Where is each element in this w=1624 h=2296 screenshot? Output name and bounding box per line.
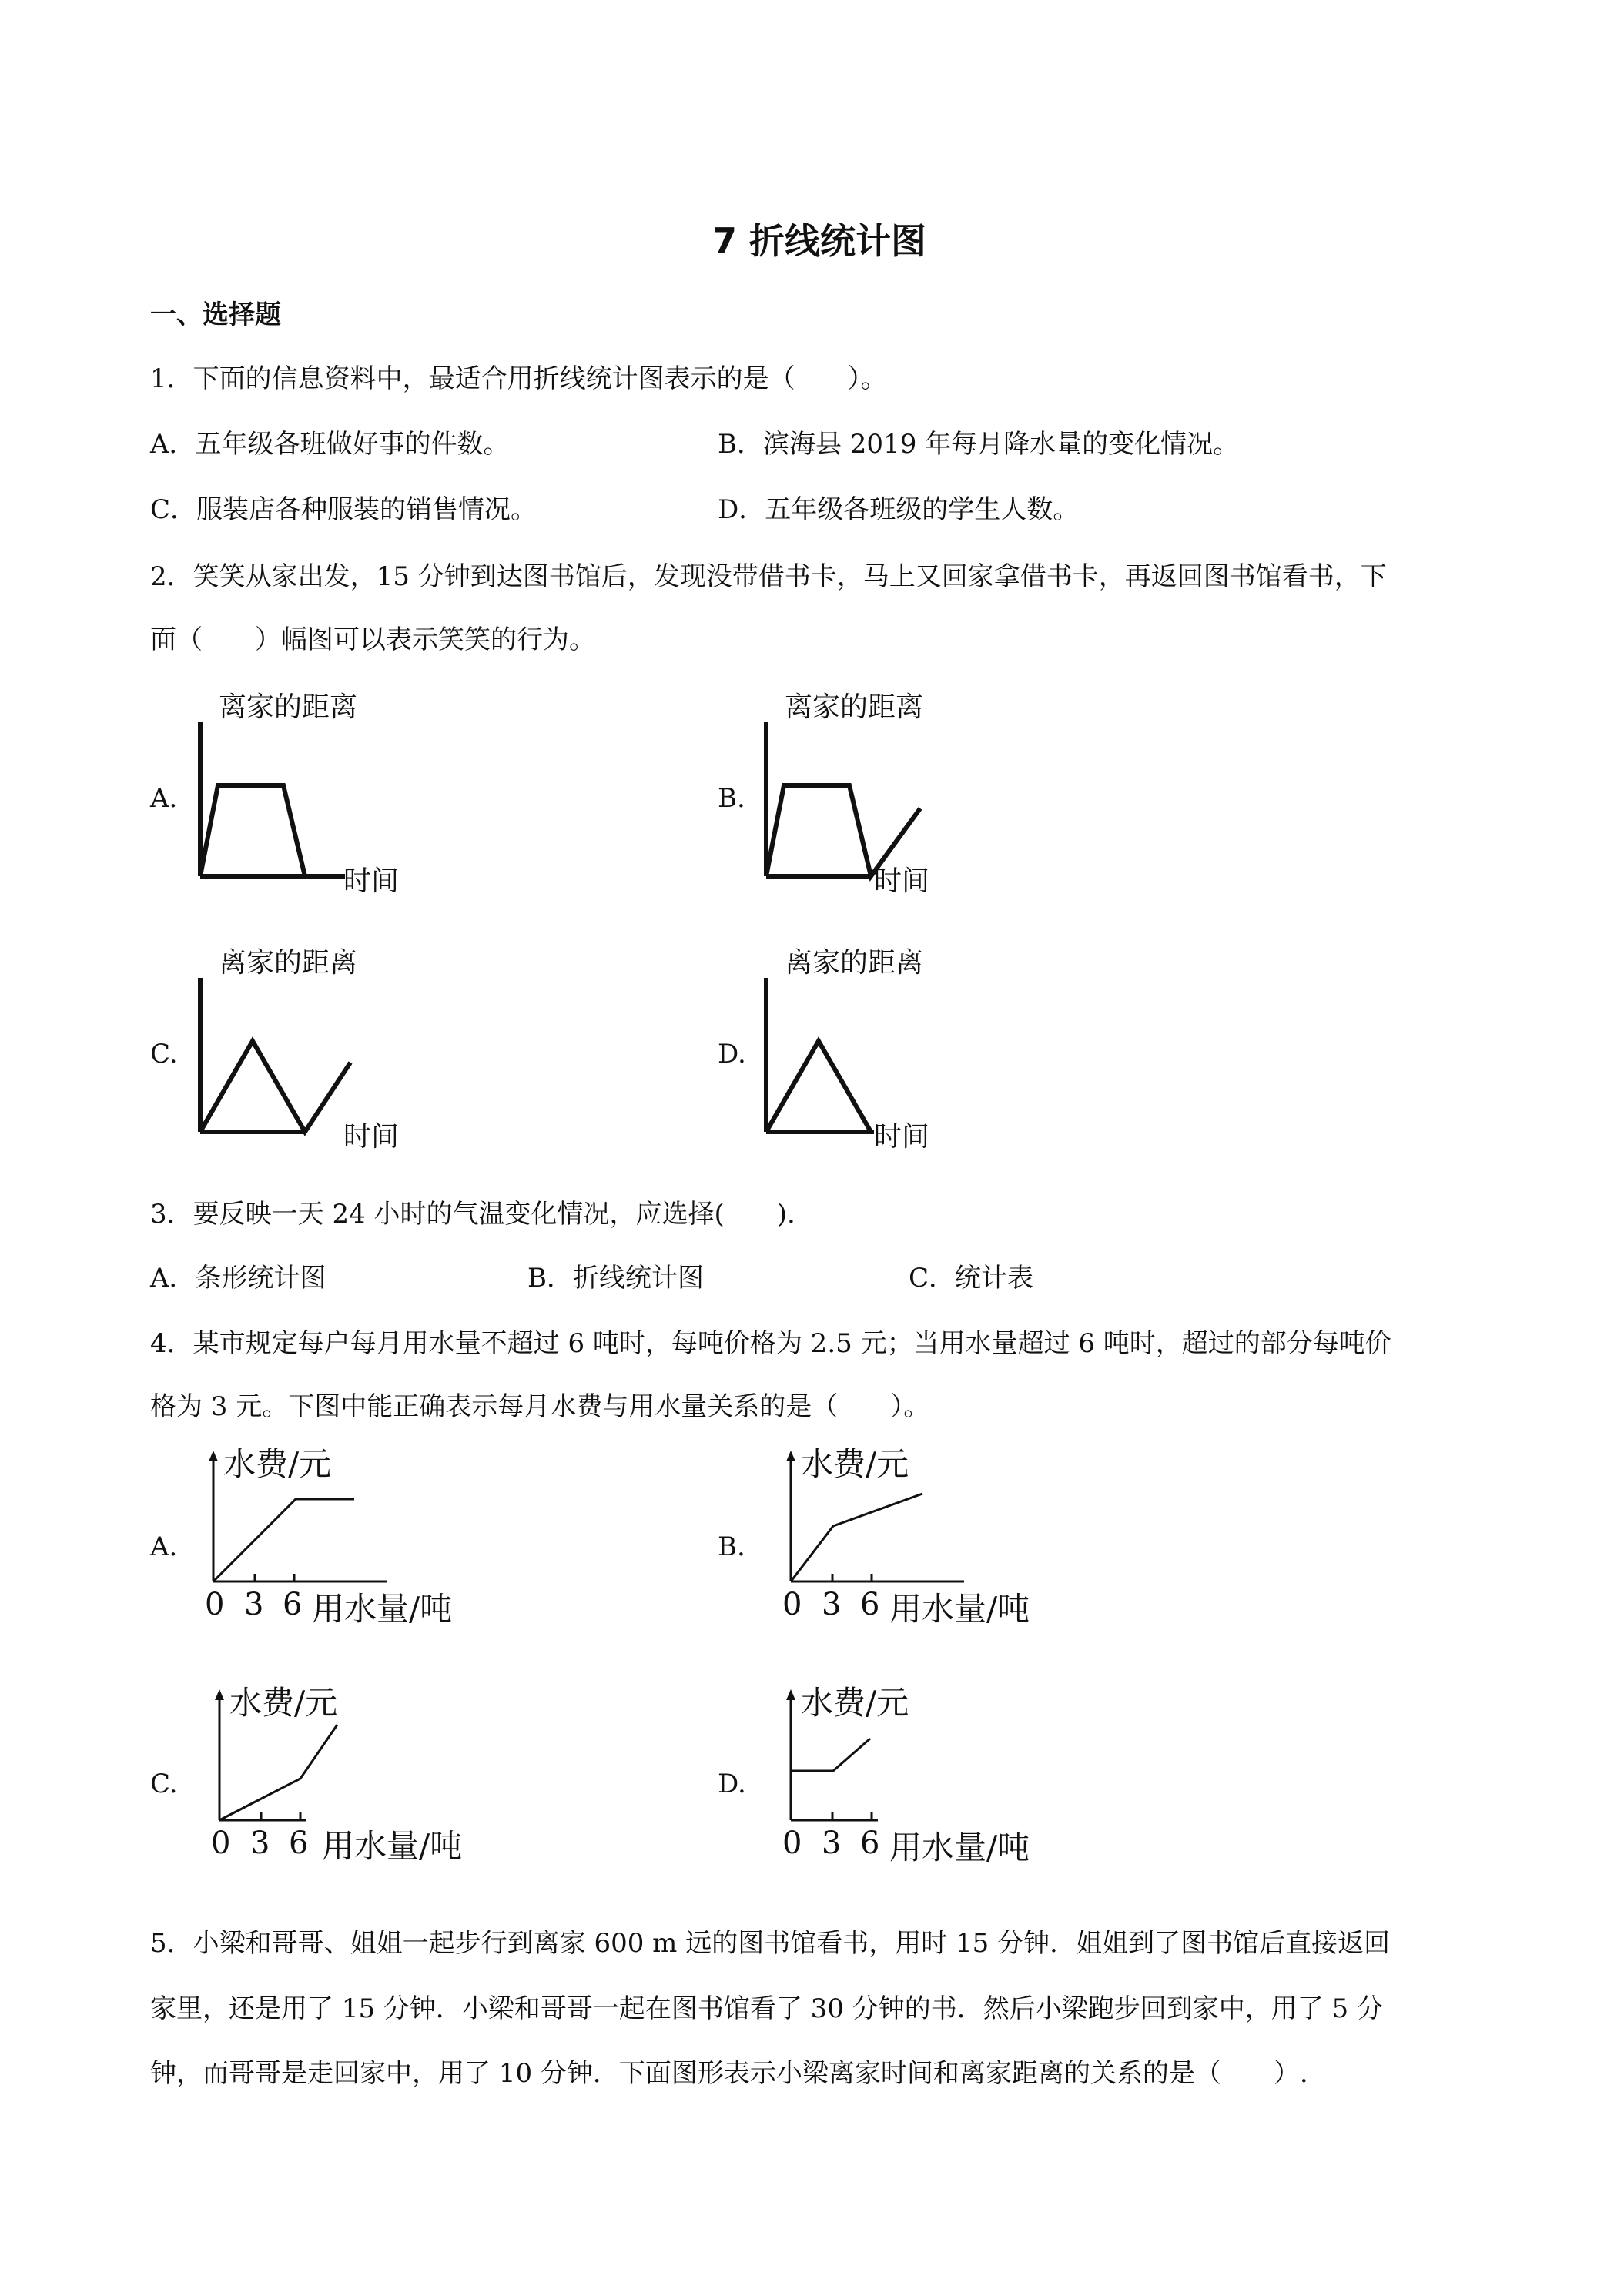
y-axis-label: 水费/元: [229, 1684, 338, 1722]
question-4-graph-c[interactable]: [199, 1680, 491, 1873]
x-axis-label: 用水量/吨: [322, 1827, 463, 1865]
question-4-option-d-label[interactable]: D.: [718, 1769, 746, 1799]
tick-label-0: 0: [782, 1826, 802, 1861]
tick-label-0: 0: [782, 1587, 802, 1622]
x-axis-label: 时间: [874, 1121, 930, 1153]
question-1-stem: 1．下面的信息资料中，最适合用折线统计图表示的是（ ）。: [150, 363, 887, 394]
question-5-stem-line2: 家里，还是用了 15 分钟．小梁和哥哥一起在图书馆看了 30 分钟的书．然后小梁跑步回到家中，用了 5 分: [150, 1993, 1384, 2024]
question-4-option-b-label[interactable]: B.: [718, 1531, 745, 1562]
cost-line: [219, 1725, 337, 1820]
question-4-graph-d[interactable]: [770, 1680, 1063, 1873]
question-2-stem-line2: 面（ ）幅图可以表示笑笑的行为。: [150, 624, 595, 655]
question-1-option-c[interactable]: C．服装店各种服装的销售情况。: [150, 494, 537, 525]
tick-label-6: 6: [283, 1587, 303, 1622]
question-3-option-a[interactable]: A．条形统计图: [150, 1263, 326, 1294]
x-axis-label: 用水量/吨: [889, 1590, 1030, 1628]
question-3-option-c[interactable]: C．统计表: [909, 1263, 1034, 1294]
distance-line: [200, 785, 305, 876]
tick-label-0: 0: [205, 1587, 225, 1622]
question-4-option-a-label[interactable]: A.: [150, 1531, 178, 1562]
question-4-graph-b[interactable]: [770, 1441, 1063, 1634]
cost-line: [213, 1499, 354, 1581]
question-2-graph-d[interactable]: [758, 941, 982, 1156]
tick-label-3: 3: [822, 1587, 842, 1622]
y-axis-label: 水费/元: [801, 1684, 909, 1722]
y-axis-label: 离家的距离: [785, 691, 924, 723]
tick-label-3: 3: [250, 1826, 270, 1861]
question-1-option-a[interactable]: A．五年级各班做好事的件数。: [150, 429, 510, 460]
y-axis-label: 离家的距离: [219, 947, 358, 979]
question-2-option-c-label[interactable]: C.: [150, 1039, 178, 1069]
tick-label-6: 6: [289, 1826, 309, 1861]
x-axis-label: 用水量/吨: [312, 1590, 453, 1628]
y-axis-arrow: [786, 1689, 795, 1700]
y-axis-arrow: [209, 1451, 218, 1461]
question-4-stem-line1: 4．某市规定每户每月用水量不超过 6 吨时，每吨价格为 2.5 元；当用水量超过 6 吨时，超过的部分每吨价: [150, 1328, 1391, 1359]
distance-line: [766, 785, 920, 876]
y-axis-label: 水费/元: [801, 1445, 909, 1483]
question-2-graph-c[interactable]: [193, 941, 424, 1156]
y-axis-label: 离家的距离: [219, 691, 358, 723]
question-2-graph-a[interactable]: [193, 685, 416, 901]
section-heading: 一、选择题: [150, 300, 281, 330]
tick-label-0: 0: [211, 1826, 231, 1861]
question-1-option-d[interactable]: D．五年级各班级的学生人数。: [718, 494, 1080, 525]
distance-line: [200, 1041, 350, 1132]
question-5-stem-line3: 钟，而哥哥是走回家中，用了 10 分钟．下面图形表示小梁离家时间和离家距离的关系的是（ ）.: [150, 2058, 1308, 2089]
tick-label-6: 6: [860, 1587, 880, 1622]
question-4-option-c-label[interactable]: C.: [150, 1769, 178, 1799]
question-1-option-b[interactable]: B．滨海县 2019 年每月降水量的变化情况。: [718, 429, 1240, 460]
tick-label-3: 3: [822, 1826, 842, 1861]
tick-label-3: 3: [244, 1587, 264, 1622]
x-axis-label: 时间: [343, 1121, 400, 1153]
x-axis-label: 时间: [343, 865, 400, 897]
question-4-stem-line2: 格为 3 元。下图中能正确表示每月水费与用水量关系的是（ ）。: [150, 1391, 930, 1422]
question-2-graph-b[interactable]: [758, 685, 989, 901]
y-axis-arrow: [786, 1451, 795, 1461]
cost-line: [791, 1494, 922, 1581]
distance-line: [766, 1041, 871, 1132]
tick-label-6: 6: [860, 1826, 880, 1861]
question-5-stem-line1: 5．小梁和哥哥、姐姐一起步行到离家 600 m 远的图书馆看书，用时 15 分钟．姐姐到了图书馆后直接返回: [150, 1928, 1391, 1959]
y-axis-arrow: [215, 1689, 224, 1700]
y-axis-label: 水费/元: [223, 1445, 332, 1483]
question-3-option-b[interactable]: B．折线统计图: [527, 1263, 704, 1294]
question-2-option-a-label[interactable]: A.: [150, 783, 178, 814]
page-title: 7 折线统计图: [712, 220, 927, 262]
question-4-graph-a[interactable]: [193, 1441, 485, 1634]
x-axis-label: 时间: [874, 865, 930, 897]
question-2-option-d-label[interactable]: D.: [718, 1039, 746, 1069]
cost-line: [791, 1739, 870, 1771]
question-3-stem: 3．要反映一天 24 小时的气温变化情况，应选择( ).: [150, 1199, 795, 1230]
x-axis-label: 用水量/吨: [889, 1829, 1030, 1866]
question-2-option-b-label[interactable]: B.: [718, 783, 745, 814]
question-2-stem-line1: 2．笑笑从家出发，15 分钟到达图书馆后，发现没带借书卡，马上又回家拿借书卡，再返回图书馆看书，下: [150, 561, 1387, 592]
y-axis-label: 离家的距离: [785, 947, 924, 979]
